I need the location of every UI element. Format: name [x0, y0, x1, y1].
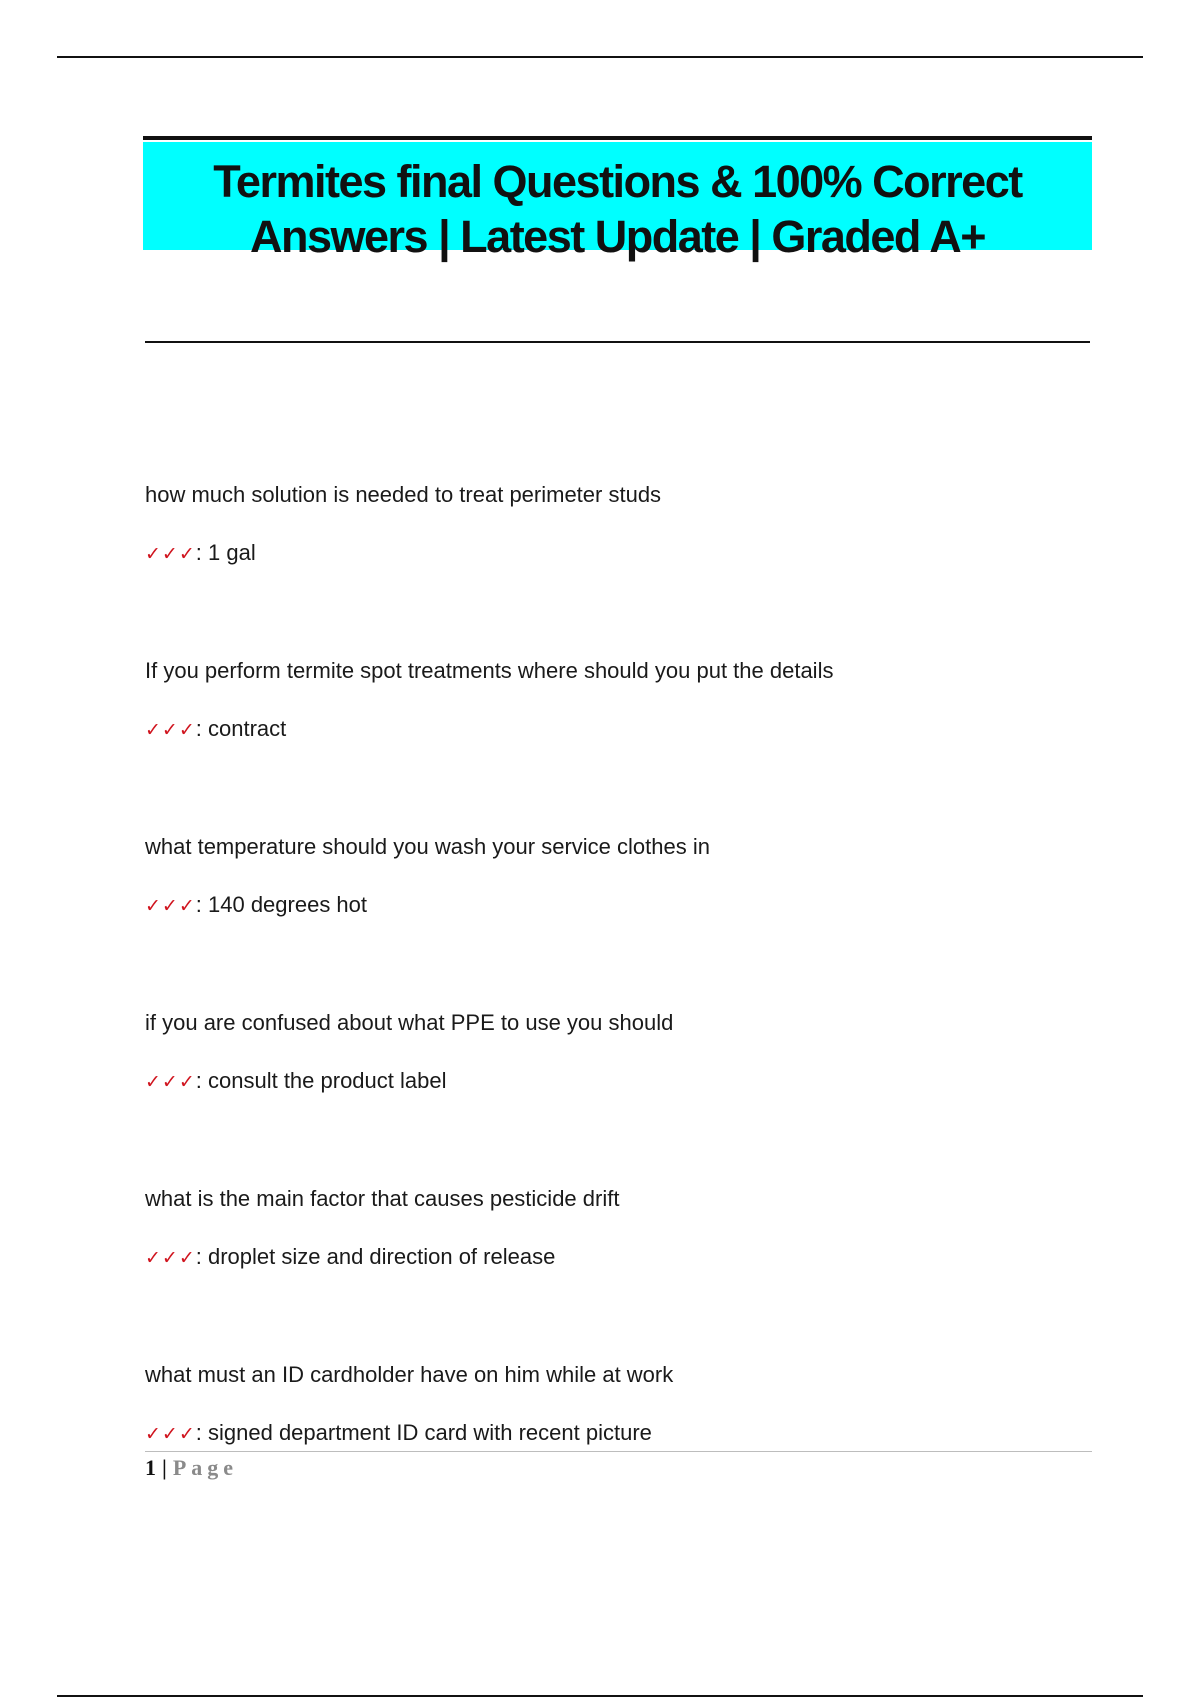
title-line-1: Termites final Questions & 100% Correct: [213, 156, 1022, 207]
document-title: [143, 142, 1092, 262]
answer-text: signed department ID card with recent picture: [208, 1420, 652, 1445]
checkmarks-icon: ✓✓✓: [145, 1423, 196, 1445]
answer-line: [145, 890, 1095, 921]
answer-text: contract: [208, 716, 287, 741]
title-divider: [145, 341, 1090, 343]
question-text: If you perform termite spot treatments where should you put the details: [145, 658, 834, 683]
qa-list: [145, 480, 1095, 1536]
title-block: [143, 136, 1092, 262]
answer-separator: :: [195, 1244, 208, 1269]
answer-text: consult the product label: [208, 1068, 447, 1093]
answer-line: [145, 1242, 1095, 1273]
answer-separator: :: [195, 540, 208, 565]
page-number: 1: [145, 1455, 156, 1480]
checkmarks-icon: ✓✓✓: [145, 543, 196, 565]
title-line-2: Answers | Latest Update | Graded A+: [250, 211, 985, 262]
page-top-rule: [57, 56, 1143, 58]
qa-item: [145, 1008, 1095, 1184]
qa-item: [145, 656, 1095, 832]
qa-item: [145, 1360, 1095, 1536]
qa-item: [145, 1184, 1095, 1360]
answer-text: droplet size and direction of release: [208, 1244, 556, 1269]
page-footer: [145, 1453, 238, 1483]
question-text: what must an ID cardholder have on him while at work: [145, 1362, 674, 1387]
page-bottom-rule: [57, 1695, 1143, 1697]
footer-divider: |: [162, 1455, 167, 1480]
checkmarks-icon: ✓✓✓: [145, 895, 196, 917]
answer-line: [145, 1418, 1095, 1449]
qa-item: [145, 832, 1095, 1008]
question-text: if you are confused about what PPE to use you should: [145, 1010, 674, 1035]
answer-line: [145, 714, 1095, 745]
title-top-border: [143, 136, 1092, 140]
page-label: Page: [172, 1455, 239, 1480]
answer-separator: :: [195, 892, 208, 917]
answer-separator: :: [195, 1068, 208, 1093]
checkmarks-icon: ✓✓✓: [145, 1071, 196, 1093]
answer-separator: :: [195, 1420, 208, 1445]
answer-separator: :: [195, 716, 208, 741]
answer-line: [145, 538, 1095, 569]
qa-item: [145, 480, 1095, 656]
question-text: how much solution is needed to treat perimeter studs: [145, 482, 662, 507]
answer-line: [145, 1066, 1095, 1097]
checkmarks-icon: ✓✓✓: [145, 1247, 196, 1269]
question-text: what temperature should you wash your service clothes in: [145, 834, 710, 859]
answer-text: 1 gal: [208, 540, 256, 565]
footer-rule: [145, 1451, 1092, 1452]
checkmarks-icon: ✓✓✓: [145, 719, 196, 741]
question-text: what is the main factor that causes pesticide drift: [145, 1186, 620, 1211]
answer-text: 140 degrees hot: [208, 892, 368, 917]
